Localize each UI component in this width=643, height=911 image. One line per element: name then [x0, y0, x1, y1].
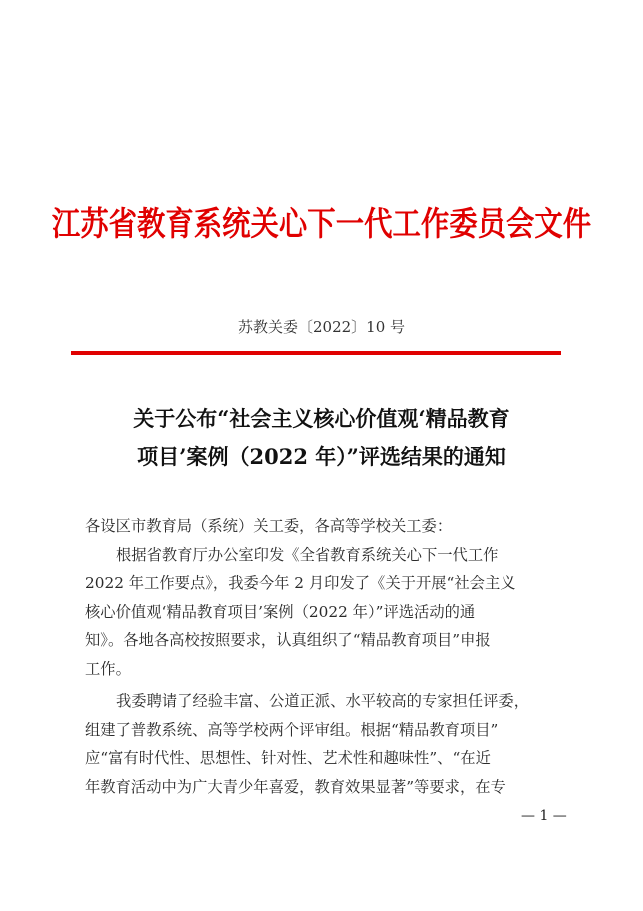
page-number: — 1 —: [521, 808, 567, 824]
document-body: [85, 512, 565, 801]
paragraph-2-line: 组建了普教系统、高等学校两个评审组。根据“精品教育项目”: [85, 720, 499, 739]
document-number: 苏教关委〔2022〕10 号: [237, 318, 406, 336]
paragraph-2-line: 我委聘请了经验丰富、公道正派、水平较高的专家担任评委，: [116, 692, 530, 710]
notice-title-line-2: 项目’案例（2022 年）”评选结果的通知: [137, 444, 506, 469]
paragraph-2: [85, 687, 565, 801]
paragraph-1: [85, 541, 565, 684]
paragraph-1-line: 工作。: [85, 659, 131, 678]
paragraph-1-line: 核心价值观‘精品教育项目’案例（2022 年）”评选活动的通: [85, 602, 476, 621]
salutation: [85, 512, 565, 541]
masthead-title: 江苏省教育系统关心下一代工作委员会文件: [51, 204, 592, 243]
red-divider-line: [71, 351, 561, 355]
paragraph-1-line: 2022 年工作要点》，我委今年 2 月印发了《关于开展“社会主义: [85, 574, 516, 592]
notice-title: [40, 400, 603, 476]
paragraph-2-line: 年教育活动中为广大青少年喜爱，教育效果显著”等要求，在专: [85, 777, 506, 796]
salutation-text: 各设区市教育局（系统）关工委，各高等学校关工委：: [85, 517, 453, 535]
paragraph-2-line: 应“富有时代性、思想性、针对性、艺术性和趣味性”、“在近: [85, 749, 491, 767]
notice-title-line-1: 关于公布“社会主义核心价值观‘精品教育: [133, 406, 510, 431]
paragraph-1-line: 知》。各地各高校按照要求，认真组织了“精品教育项目”申报: [85, 631, 491, 649]
paragraph-1-line: 根据省教育厅办公室印发《全省教育系统关心下一代工作: [116, 545, 499, 564]
